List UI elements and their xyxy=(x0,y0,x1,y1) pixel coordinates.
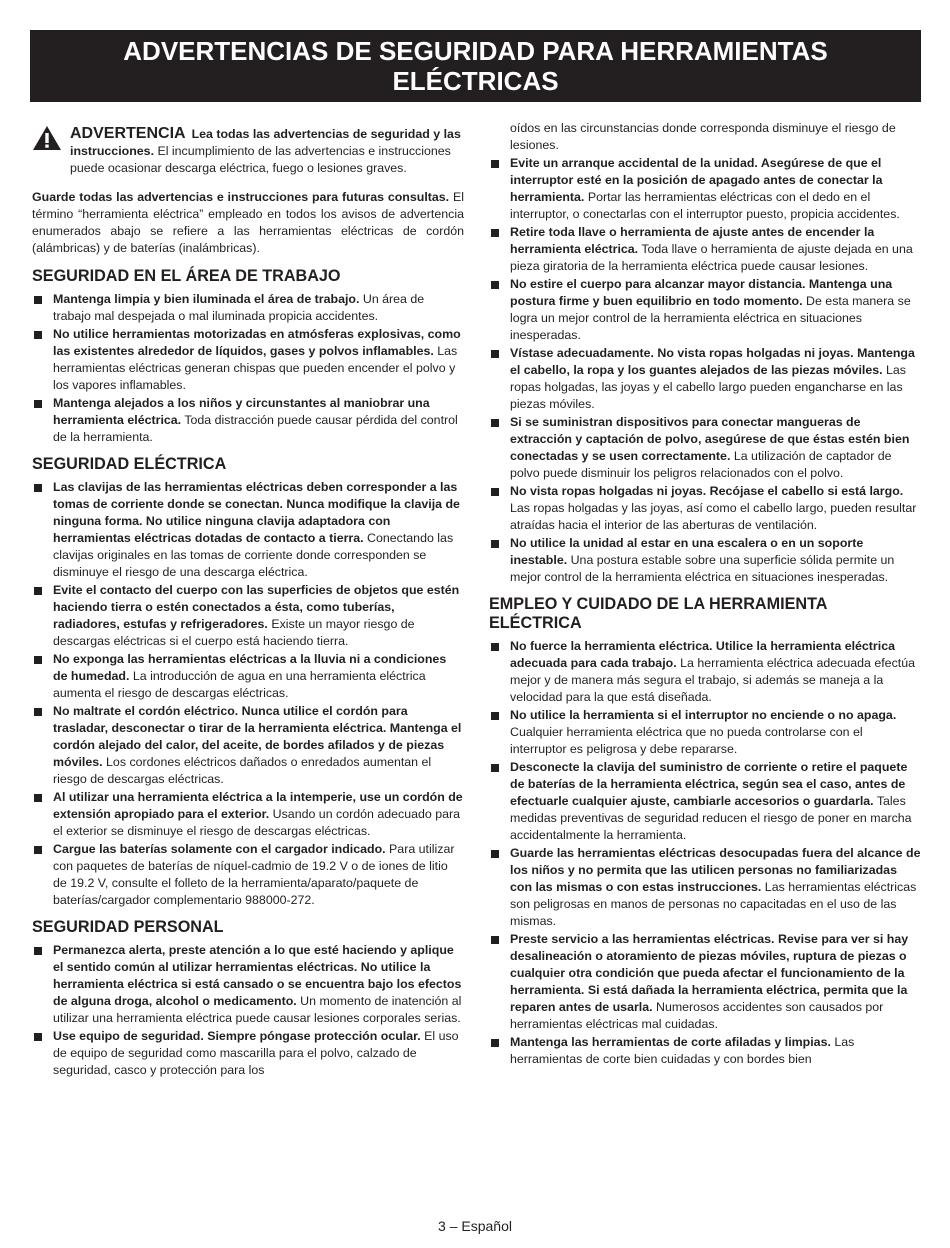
item-bold: No exponga las herramientas eléctricas a la lluvia ni a condiciones de humedad. xyxy=(53,652,447,683)
continuation-text: oídos en las circunstancias donde corresponda disminuye el riesgo de lesiones. xyxy=(510,121,896,152)
section-heading-electrical: SEGURIDAD ELÉCTRICA xyxy=(32,455,227,473)
item-bold: Evite un arranque accidental de la unidad. Asegúrese de que el interruptor esté en la posición de apagado antes de conectar la herramienta. xyxy=(510,156,883,204)
page-title-line-1: ADVERTENCIAS DE SEGURIDAD PARA HERRAMIENTAS xyxy=(123,36,828,66)
list-item xyxy=(489,638,921,706)
item-text: De esta manera se logra un mejor control de la herramienta eléctrica en situaciones inesperadas. xyxy=(510,294,911,342)
bullet-square-icon xyxy=(491,229,499,237)
intro-text: El término “herramienta eléctrica” empleado en todos los avisos de advertencia enumerados abajo se refiere a las herramientas eléctricas de cordón (alámbricas) y de baterías (inalámbricas). xyxy=(32,190,464,255)
bullet-square-icon xyxy=(491,1039,499,1047)
item-bold: Cargue las baterías solamente con el cargador indicado. xyxy=(53,842,386,856)
item-text: Tales medidas preventivas de seguridad reducen el riesgo de poner en marcha accidentalmente la herramienta. xyxy=(510,794,912,842)
bullet-square-icon xyxy=(34,296,42,304)
list-item xyxy=(489,224,921,275)
list-item xyxy=(489,155,921,223)
bullet-square-icon xyxy=(491,540,499,548)
section-heading-personal: SEGURIDAD PERSONAL xyxy=(32,918,224,936)
item-text: Toda llave o herramienta de ajuste dejada en una pieza giratoria de la herramienta eléctrica puede causar lesiones. xyxy=(510,242,913,273)
item-bold: Mantenga las herramientas de corte afiladas y limpias. xyxy=(510,1035,831,1049)
item-bold: Use equipo de seguridad. Siempre póngase protección ocular. xyxy=(53,1029,421,1043)
list-tool-use xyxy=(489,638,921,1068)
bullet-square-icon xyxy=(491,488,499,496)
page-title-banner xyxy=(30,30,921,102)
item-text: Para utilizar con paquetes de baterías de níquel-cadmio de 19.2 V o de iones de litio de 19.2 V, consulte el folleto de la herramienta/aparato/paquete de baterías/cargador complementario 988000-272. xyxy=(53,842,455,907)
list-item xyxy=(32,789,464,840)
list-electrical xyxy=(32,479,464,909)
item-text: La utilización de captador de polvo puede disminuir los peligros relacionados con el polvo. xyxy=(510,449,892,480)
bullet-square-icon xyxy=(491,281,499,289)
item-bold: Preste servicio a las herramientas eléctricas. Revise para ver si hay desalineación o atoramiento de piezas móviles, ruptura de piezas o cualquier otra condición que pueda afectar el funcionamiento de la herramienta. Si está dañada la herramienta eléctrica, permita que la reparen antes de usarla. xyxy=(510,932,909,1014)
list-item xyxy=(32,651,464,702)
list-item xyxy=(489,414,921,482)
list-item xyxy=(32,291,464,325)
item-text: El uso de equipo de seguridad como mascarilla para el polvo, calzado de seguridad, casco y protección para los xyxy=(53,1029,459,1077)
item-text: Los cordones eléctricos dañados o enredados aumentan el riesgo de descargas eléctricas. xyxy=(53,755,432,786)
list-item xyxy=(32,395,464,446)
list-item xyxy=(489,535,921,586)
bullet-square-icon xyxy=(491,764,499,772)
item-bold: No estire el cuerpo para alcanzar mayor distancia. Mantenga una postura firme y buen equilibrio en todo momento. xyxy=(510,277,893,308)
item-text: Un área de trabajo mal despejada o mal iluminada propicia accidentes. xyxy=(53,292,425,323)
item-bold: No maltrate el cordón eléctrico. Nunca utilice el cordón para trasladar, desconectar o tirar de la herramienta eléctrica. Mantenga el cordón alejado del calor, del aceite, de bordes afilados y de piezas móviles. xyxy=(53,704,462,769)
list-personal xyxy=(32,942,464,1079)
list-personal-continued xyxy=(489,155,921,586)
list-item xyxy=(32,942,464,1027)
bullet-square-icon xyxy=(491,850,499,858)
item-text: Las herramientas de corte bien cuidadas y con bordes bien xyxy=(510,1035,855,1066)
list-item xyxy=(489,707,921,758)
list-item xyxy=(32,703,464,788)
left-column xyxy=(32,120,464,1080)
item-bold: No vista ropas holgadas ni joyas. Recójase el cabello si está largo. xyxy=(510,484,904,498)
bullet-square-icon xyxy=(34,794,42,802)
item-bold: Evite el contacto del cuerpo con las superficies de objetos que estén haciendo tierra o estén conectados a ésta, como tuberías, radiadores, estufas y refrigeradores. xyxy=(53,583,460,631)
warning-block xyxy=(32,125,464,177)
list-work-area xyxy=(32,291,464,446)
item-bold: No utilice herramientas motorizadas en atmósferas explosivas, como las existentes alrededor de líquidos, gases y polvos inflamables. xyxy=(53,327,461,358)
item-bold: Las clavijas de las herramientas eléctricas deben corresponder a las tomas de corriente donde se conectan. Nunca modifique la clavija de ninguna forma. No utilice ninguna clavija adaptadora con herramientas eléctricas dotadas de contacto a tierra. xyxy=(53,480,460,545)
item-text: Existe un mayor riesgo de descargas eléctricas si el cuerpo está haciendo tierra. xyxy=(53,617,415,648)
right-column xyxy=(489,120,921,1069)
item-text: Las ropas holgadas, las joyas y el cabello largo pueden engancharse en las piezas móviles. xyxy=(510,363,906,411)
section-heading-work-area: SEGURIDAD EN EL ÁREA DE TRABAJO xyxy=(32,267,341,285)
list-item xyxy=(489,759,921,844)
list-item xyxy=(32,326,464,394)
item-bold: Si se suministran dispositivos para conectar mangueras de extracción y captación de polvo, asegúrese de que éstas estén bien conectadas y se usen correctamente. xyxy=(510,415,910,463)
item-text: Numerosos accidentes son causados por herramientas eléctricas mal cuidadas. xyxy=(510,1000,884,1031)
item-bold: Vístase adecuadamente. No vista ropas holgadas ni joyas. Mantenga el cabello, la ropa y los guantes alejados de las piezas móviles. xyxy=(510,346,915,377)
bullet-square-icon xyxy=(34,400,42,408)
page-title-line-2: ELÉCTRICAS xyxy=(392,66,559,96)
item-text: Cualquier herramienta eléctrica que no pueda controlarse con el interruptor es peligrosa y debe repararse. xyxy=(510,725,863,756)
list-item xyxy=(489,483,921,534)
item-bold: Retire toda llave o herramienta de ajuste antes de encender la herramienta eléctrica. xyxy=(510,225,875,256)
item-text: Un momento de inatención al utilizar una herramienta eléctrica puede causar lesiones corporales serias. xyxy=(53,994,462,1025)
item-text: Una postura estable sobre una superficie sólida permite un mejor control de la herramienta eléctrica en situaciones inesperadas. xyxy=(510,553,895,584)
bullet-square-icon xyxy=(34,484,42,492)
item-bold: Guarde las herramientas eléctricas desocupadas fuera del alcance de los niños y no permita que las utilicen personas no familiarizadas con las mismas o con estas instrucciones. xyxy=(510,846,921,894)
bullet-square-icon xyxy=(34,1033,42,1041)
item-bold: Mantenga limpia y bien iluminada el área de trabajo. xyxy=(53,292,360,306)
list-item xyxy=(489,345,921,413)
bullet-square-icon xyxy=(491,643,499,651)
warning-text: El incumplimiento de las advertencias e instrucciones puede ocasionar descarga eléctrica, fuego o lesiones graves. xyxy=(70,144,451,175)
item-text: Portar las herramientas eléctricas con el dedo en el interruptor, o conectarlas con el interruptor puesto, propicia accidentes. xyxy=(510,190,900,221)
item-bold: Permanezca alerta, preste atención a lo que esté haciendo y aplique el sentido común al utilizar herramientas eléctricas. No utilice la herramienta eléctrica si está cansado o se encuentra bajo los efectos de alguna droga, alcohol o medicamento. xyxy=(53,943,462,1008)
bullet-square-icon xyxy=(491,350,499,358)
item-text: La introducción de agua en una herramienta eléctrica aumenta el riesgo de descargas eléctricas. xyxy=(53,669,426,700)
bullet-square-icon xyxy=(34,331,42,339)
item-bold: No utilice la unidad al estar en una escalera o en un soporte inestable. xyxy=(510,536,864,567)
item-bold: Al utilizar una herramienta eléctrica a la intemperie, use un cordón de extensión apropiado para el exterior. xyxy=(53,790,463,821)
bullet-square-icon xyxy=(491,160,499,168)
page-number: 3 – Español xyxy=(438,1218,512,1234)
list-item xyxy=(489,931,921,1033)
warning-triangle-icon xyxy=(32,125,62,151)
bullet-square-icon xyxy=(34,587,42,595)
warning-bold-text: Lea todas las advertencias de seguridad y las instrucciones. xyxy=(70,127,461,158)
item-text: Usando un cordón adecuado para el exterior se disminuye el riesgo de descargas eléctricas. xyxy=(53,807,461,838)
bullet-square-icon xyxy=(491,712,499,720)
item-bold: Desconecte la clavija del suministro de corriente o retire el paquete de baterías de la herramienta eléctrica, según sea el caso, antes de efectuarle cualquier ajuste, cambiarle accesorios o guardarla. xyxy=(510,760,908,808)
item-bold: No utilice la herramienta si el interruptor no enciende o no apaga. xyxy=(510,708,897,722)
item-bold: No fuerce la herramienta eléctrica. Utilice la herramienta eléctrica adecuada para cada trabajo. xyxy=(510,639,895,670)
item-text: Toda distracción puede causar pérdida del control de la herramienta. xyxy=(53,413,458,444)
item-text: La herramienta eléctrica adecuada efectúa mejor y de manera más segura el trabajo, si además se maneja a la velocidad para la que está diseñada. xyxy=(510,656,915,704)
bullet-square-icon xyxy=(34,846,42,854)
list-item xyxy=(489,276,921,344)
list-item xyxy=(32,582,464,650)
list-item xyxy=(489,845,921,930)
item-bold: Mantenga alejados a los niños y circunstantes al maniobrar una herramienta eléctrica. xyxy=(53,396,430,427)
intro-paragraph xyxy=(32,189,464,257)
bullet-square-icon xyxy=(34,947,42,955)
bullet-square-icon xyxy=(34,708,42,716)
list-item xyxy=(32,1028,464,1079)
list-item xyxy=(32,479,464,581)
list-item xyxy=(489,1034,921,1068)
list-item xyxy=(32,841,464,909)
section-heading-tool-use: EMPLEO Y CUIDADO DE LA HERRAMIENTA ELÉCTRICA xyxy=(489,595,827,632)
bullet-square-icon xyxy=(491,419,499,427)
item-text: Conectando las clavijas originales en las tomas de corriente donde corresponden se disminuye el riesgo de una descarga eléctrica. xyxy=(53,531,454,579)
bullet-square-icon xyxy=(491,936,499,944)
item-text: Las ropas holgadas y las joyas, así como el cabello largo, pueden resultar atraídas hacia el interior de las aberturas de ventilación. xyxy=(510,501,917,532)
item-text: Las herramientas eléctricas son peligrosas en manos de personas no capacitadas en el uso de las mismas. xyxy=(510,880,917,928)
intro-bold: Guarde todas las advertencias e instrucciones para futuras consultas. xyxy=(32,190,450,204)
item-text: Las herramientas eléctricas generan chispas que pueden encender el polvo y los vapores inflamables. xyxy=(53,344,458,392)
bullet-square-icon xyxy=(34,656,42,664)
warning-heading: ADVERTENCIA xyxy=(70,125,186,142)
